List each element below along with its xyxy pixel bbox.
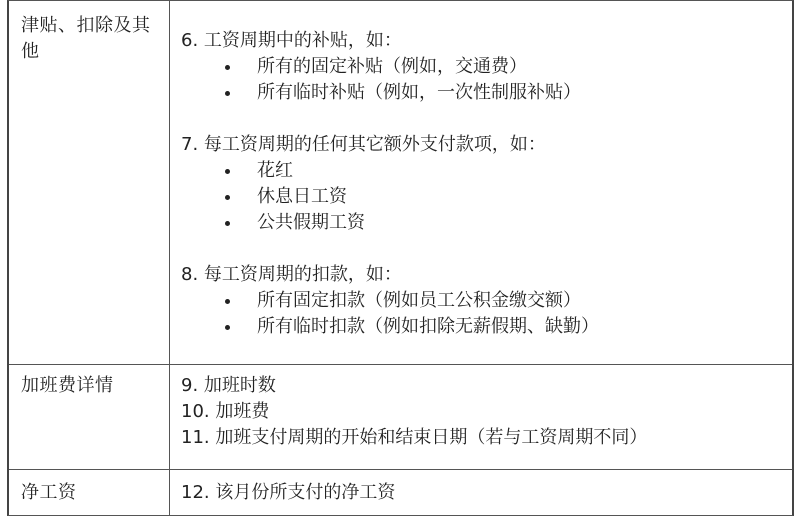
list-item: 10. 加班费 [181,401,270,422]
list-item: 花红 [181,158,784,184]
payslip-items-table [7,0,794,516]
bullet-icon [225,195,230,200]
bullet-icon [225,65,230,70]
column-divider [169,1,170,515]
list-item: 12. 该月份所支付的净工资 [181,482,396,503]
bullet-icon [225,221,230,226]
row-content-overtime [181,373,784,451]
list-item: 所有固定扣款（例如员工公积金缴交额） [181,288,784,314]
list-item: 所有临时扣款（例如扣除无薪假期、缺勤） [181,314,784,340]
list-item: 所有临时补贴（例如，一次性制服补贴） [181,80,784,106]
list-item: 9. 加班时数 [181,375,276,396]
row-content-allowances [181,28,784,340]
list-item: 公共假期工资 [181,210,784,236]
row-label-allowances: 津贴、扣除及其他 [21,15,151,62]
bullet-icon [225,91,230,96]
row-content-net-pay [181,480,784,506]
bullet-icon [225,325,230,330]
row-divider [9,469,792,470]
section-heading: 7. 每工资周期的任何其它额外支付款项，如： [181,134,546,155]
section-heading: 8. 每工资周期的扣款，如： [181,264,402,285]
bullet-icon [225,299,230,304]
section-heading: 6. 工资周期中的补贴，如： [181,30,402,51]
list-item: 11. 加班支付周期的开始和结束日期（若与工资周期不同） [181,427,648,448]
list-item: 所有的固定补贴（例如，交通费） [181,54,784,80]
bullet-icon [225,169,230,174]
list-item: 休息日工资 [181,184,784,210]
row-label-net-pay: 净工资 [21,482,77,503]
row-label-overtime: 加班费详情 [21,375,114,396]
row-divider [9,364,792,365]
